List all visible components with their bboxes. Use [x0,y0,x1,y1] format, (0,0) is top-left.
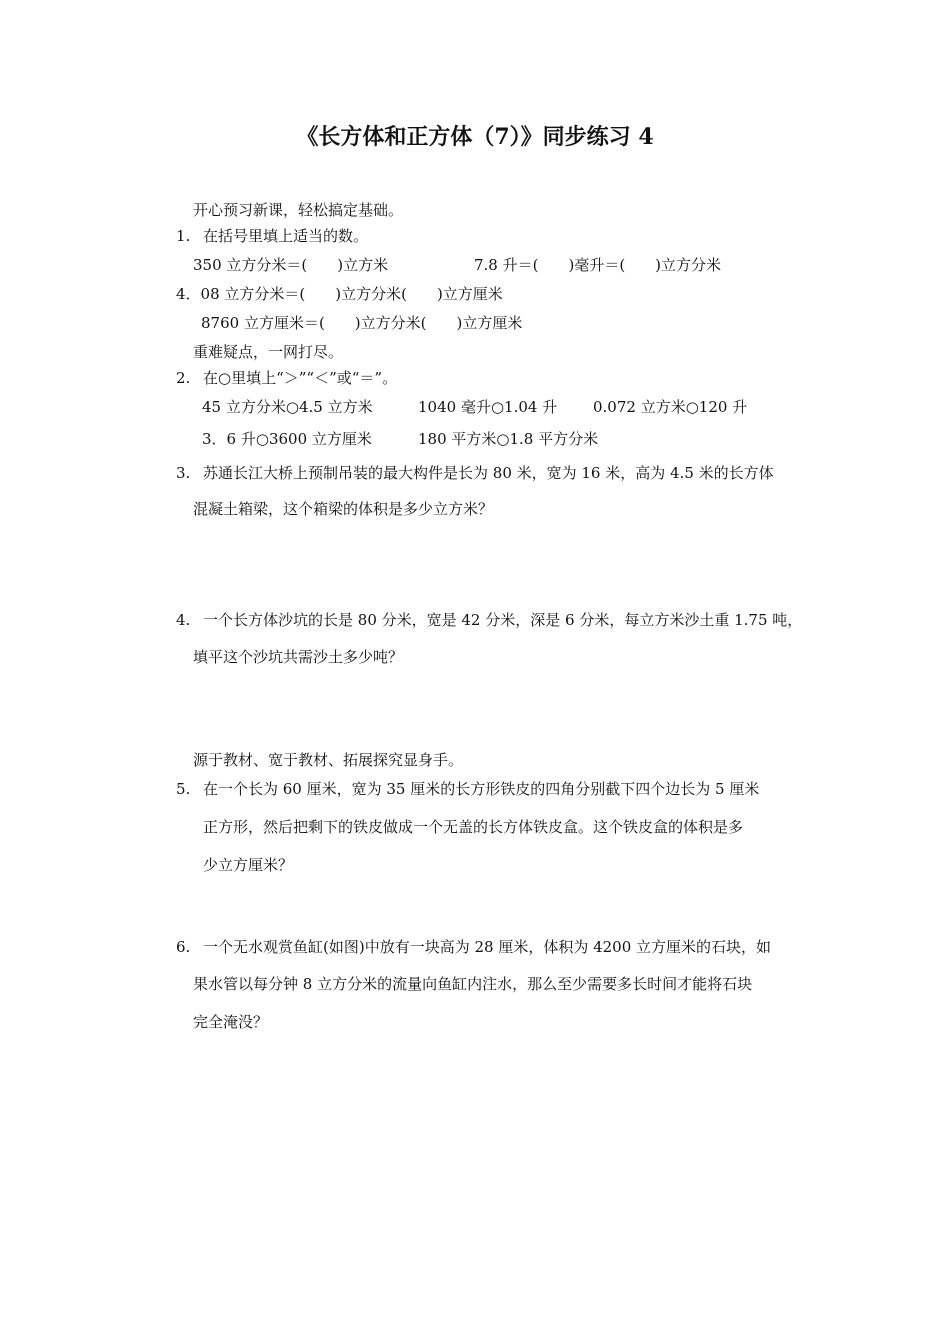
q2-item-5: 180 平方米○1.8 平方分米 [418,430,599,448]
q6-number: 6. [176,938,191,956]
q5-line-3: 少立方厘米？ [203,856,294,874]
q6-line-3: 完全淹没？ [193,1013,269,1031]
q6-line-1: 一个无水观赏鱼缸(如图)中放有一块高为 28 厘米，体积为 4200 立方厘米的石块，如 [203,938,772,956]
q5-line-2: 正方形，然后把剩下的铁皮做成一个无盖的长方体铁皮盒。这个铁皮盒的体积是多 [203,818,744,836]
q5-line-1: 在一个长为 60 厘米，宽为 35 厘米的长方形铁皮的四角分别截下四个边长为 5 厘米 [203,780,760,798]
q3-line-1: 苏通长江大桥上预制吊装的最大构件是长为 80 米，宽为 16 米，高为 4.5 米的长方体 [203,464,774,482]
section-heading-difficult: 重难疑点，一网打尽。 [193,343,344,361]
q6-line-2: 果水管以每分钟 8 立方分米的流量向鱼缸内注水，那么至少需要多长时间才能将石块 [193,975,753,993]
q1-instruction: 在括号里填上适当的数。 [203,227,369,245]
section-heading-extension: 源于教材、宽于教材、拓展探究显身手。 [193,751,464,769]
q3-line-2: 混凝土箱梁，这个箱梁的体积是多少立方米？ [193,500,494,518]
q2-item-4: 3．6 升○3600 立方厘米 [202,430,372,448]
q2-number: 2. [176,369,191,387]
section-heading-preview: 开心预习新课，轻松搞定基础。 [193,201,404,219]
q1-line-a-left: 350 立方分米＝( )立方米 [193,256,389,274]
q1-number: 1. [176,227,191,245]
q1-line-c: 8760 立方厘米＝( )立方分米( )立方厘米 [201,314,523,332]
q5-number: 5. [176,780,191,798]
q1-line-b: 4．08 立方分米＝( )立方分米( )立方厘米 [176,285,503,303]
q4-line-2: 填平这个沙坑共需沙土多少吨？ [193,648,404,666]
q2-instruction: 在○里填上“＞”“＜”或“＝”。 [203,369,398,387]
q1-line-a-right: 7.8 升＝( )毫升＝( )立方分米 [474,256,722,274]
q4-line-1: 一个长方体沙坑的长是 80 分米，宽是 42 分米，深是 6 分米，每立方米沙土重 1.75 吨， [203,611,803,629]
q2-item-2: 1040 毫升○1.04 升 [418,398,558,416]
q3-number: 3. [176,464,191,482]
q2-item-3: 0.072 立方米○120 升 [593,398,748,416]
q4-number: 4. [176,611,191,629]
page-title: 《长方体和正方体（7）》同步练习 4 [296,124,654,150]
q2-item-1: 45 立方分米○4.5 立方米 [202,398,373,416]
